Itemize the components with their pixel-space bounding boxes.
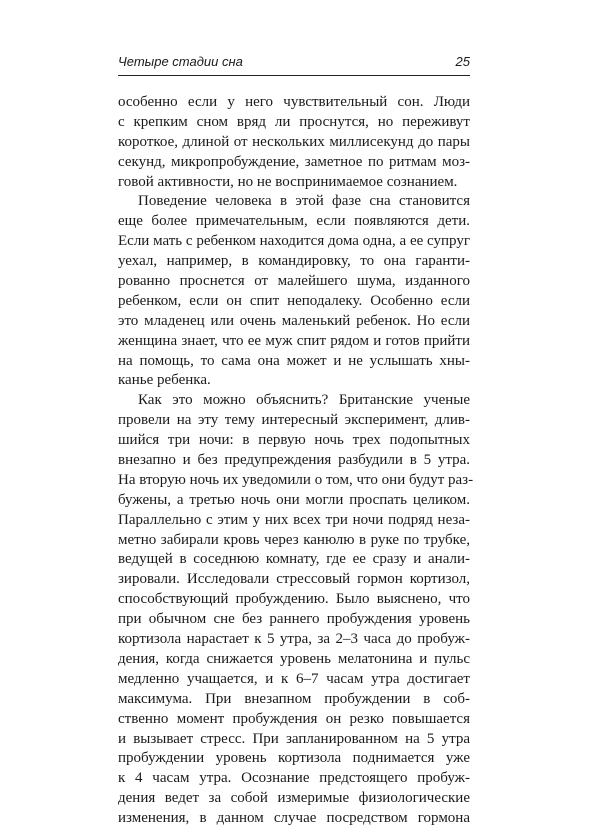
- text-line: метно забирали кровь через канюлю в руке по трубке,: [118, 531, 470, 548]
- text-line: дения, когда снижается уровень мелатонина и пульс: [118, 650, 470, 667]
- header-rule: [118, 75, 470, 76]
- text-line: ребенком, если он спит неподалеку. Особенно если: [118, 292, 470, 309]
- text-line: медленно учащается, и к 6–7 часам утра достигает: [118, 670, 470, 687]
- text-line: бужены, а третью ночь они могли проспать целиком.: [118, 491, 470, 508]
- text-line: провели на эту тему интересный эксперимент, длив-: [118, 412, 470, 429]
- text-line: пробуждении уровень кортизола поднимается уже: [118, 750, 470, 767]
- text-line: изменения, в данном случае посредством гормона: [118, 810, 470, 827]
- text-line: на помощь, то сама она может и не услышать хны-: [118, 352, 470, 369]
- text-line: Если мать с ребенком находится дома одна, а ее супруг: [118, 233, 470, 250]
- text-line: ственно момент пробуждения он резко повышается: [118, 710, 470, 727]
- text-line: при обычном сне без раннего пробуждения уровень: [118, 611, 470, 628]
- text-line: особенно если у него чувствительный сон. Люди: [118, 94, 470, 110]
- text-line: и вызывает стресс. При запланированном на 5 утра: [118, 730, 470, 747]
- text-line: максимума. При внезапном пробуждении в соб-: [118, 690, 470, 707]
- text-line: женщина знает, что ее муж спит рядом и готов прийти: [118, 332, 470, 349]
- body-text: [118, 93, 474, 829]
- text-line: с крепким сном вряд ли проснутся, но переживут: [118, 113, 470, 130]
- text-line: дения ведет за собой измеримые физиологические: [118, 790, 470, 807]
- text-line: рованно проснется от малейшего шума, изданного: [118, 273, 470, 290]
- text-line: шийся три ночи: в первую ночь трех подопытных: [118, 432, 470, 449]
- running-header: [118, 52, 470, 76]
- page-number: 25: [455, 54, 470, 69]
- text-line: Как это можно объяснить? Британские ученые: [138, 392, 470, 409]
- text-line: канье ребенка.: [118, 372, 211, 389]
- text-line: На вторую ночь их уведомили о том, что они будут раз-: [118, 471, 474, 488]
- text-line: уехал, например, в командировку, то она гаранти-: [118, 253, 470, 270]
- text-line: зировали. Исследовали стрессовый гормон кортизол,: [118, 571, 470, 588]
- chapter-title: Четыре стадии сна: [118, 54, 243, 69]
- text-line: это младенец или очень маленький ребенок. Но если: [118, 312, 470, 329]
- text-line: еще более примечательным, если появляются дети.: [118, 213, 470, 230]
- text-line: Поведение человека в этой фазе сна становится: [138, 193, 470, 210]
- text-line: кортизола нарастает к 5 утра, за 2–3 часа до пробуж-: [118, 631, 470, 648]
- text-line: короткое, длиной от нескольких миллисекунд до пары: [118, 133, 470, 150]
- text-line: ведущей в соседнюю комнату, где ее сразу и анали-: [118, 551, 470, 568]
- text-line: внезапно и без предупреждения разбудили в 5 утра.: [118, 452, 470, 469]
- text-line: к 4 часам утра. Осознание предстоящего пробуж-: [118, 770, 470, 787]
- text-line: говой активности, но не воспринимаемое сознанием.: [118, 173, 458, 190]
- text-line: способствующий пробуждению. Было выяснено, что: [118, 591, 470, 608]
- text-line: Параллельно с этим у них всех три ночи подряд неза-: [118, 511, 470, 528]
- text-line: секунд, микропробуждение, заметное по ритмам моз-: [118, 153, 470, 170]
